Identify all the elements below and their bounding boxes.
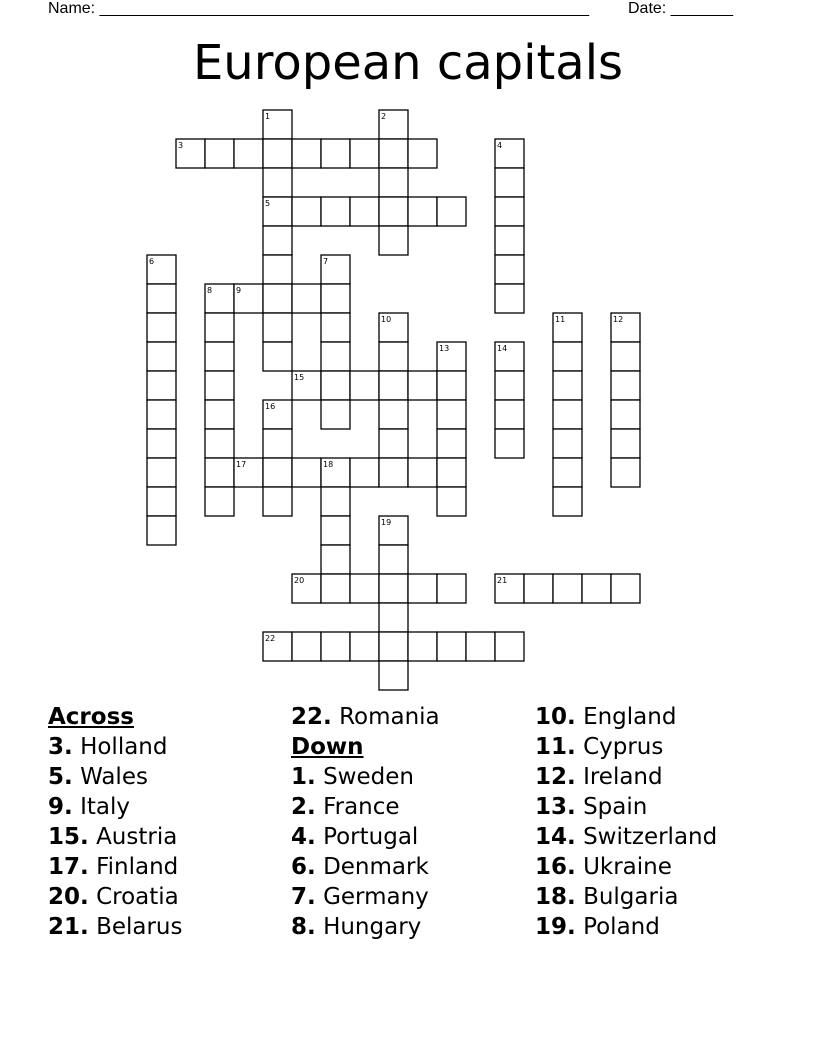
grid-cell[interactable]: [495, 429, 524, 458]
grid-cell[interactable]: [437, 371, 466, 400]
cell-number: 11: [555, 315, 566, 324]
grid-cell[interactable]: [263, 226, 292, 255]
grid-cell[interactable]: [263, 313, 292, 342]
clue-item: [535, 882, 775, 912]
grid-cell[interactable]: [263, 487, 292, 516]
grid-cell[interactable]: [263, 139, 292, 168]
grid-cell[interactable]: [408, 458, 437, 487]
grid-cell[interactable]: [205, 400, 234, 429]
grid-cell[interactable]: [582, 574, 611, 603]
date-label: Date:: [628, 0, 667, 17]
grid-cell[interactable]: [379, 603, 408, 632]
grid-cell[interactable]: [495, 197, 524, 226]
grid-cell[interactable]: [147, 458, 176, 487]
grid-cell[interactable]: [321, 197, 350, 226]
cell-number: 14: [497, 344, 508, 353]
cell-number: 19: [381, 518, 392, 527]
grid-cell[interactable]: [379, 168, 408, 197]
grid-cell[interactable]: [292, 284, 321, 313]
clue-item: [291, 912, 531, 942]
cell-number: 20: [294, 576, 305, 585]
clue-number: 6.: [291, 854, 316, 880]
grid-cell[interactable]: [553, 371, 582, 400]
name-label: Name:: [48, 0, 96, 17]
grid-cell[interactable]: [379, 400, 408, 429]
grid-cell[interactable]: [350, 371, 379, 400]
clue-text: Belarus: [96, 914, 183, 940]
clue-text: Holland: [80, 734, 168, 760]
grid-cell[interactable]: [263, 168, 292, 197]
grid-cell[interactable]: [379, 429, 408, 458]
cell-number: 4: [497, 141, 503, 150]
clue-text: Ukraine: [583, 854, 672, 880]
grid-cell[interactable]: [553, 400, 582, 429]
cell-number: 15: [294, 373, 305, 382]
grid-cell[interactable]: [234, 139, 263, 168]
grid-cell[interactable]: [379, 574, 408, 603]
grid-cell[interactable]: [147, 342, 176, 371]
clue-number: 11.: [535, 734, 576, 760]
grid-cell[interactable]: [408, 371, 437, 400]
clue-number: 7.: [291, 884, 316, 910]
grid-cell[interactable]: [321, 342, 350, 371]
grid-cell[interactable]: [321, 313, 350, 342]
grid-cell[interactable]: [379, 139, 408, 168]
across-heading: Across: [48, 704, 134, 730]
clue-item: [535, 912, 775, 942]
clue-number: 19.: [535, 914, 576, 940]
grid-cell[interactable]: [321, 545, 350, 574]
cell-number: 10: [381, 315, 392, 324]
clue-number: 17.: [48, 854, 89, 880]
down-heading: Down: [291, 734, 364, 760]
clue-item: [535, 852, 775, 882]
cell-number: 3: [178, 141, 184, 150]
grid-cell[interactable]: [147, 516, 176, 545]
clue-text: Portugal: [323, 824, 419, 850]
grid-cell[interactable]: [321, 284, 350, 313]
clue-text: Hungary: [323, 914, 422, 940]
clue-item: [291, 702, 531, 732]
cell-number: 18: [323, 460, 334, 469]
grid-cell[interactable]: [495, 168, 524, 197]
grid-cell[interactable]: [437, 400, 466, 429]
grid-cell[interactable]: [437, 574, 466, 603]
cell-number: 2: [381, 112, 387, 121]
grid-cell[interactable]: [205, 429, 234, 458]
grid-cell[interactable]: [437, 487, 466, 516]
clue-item: [48, 822, 288, 852]
clue-text: Finland: [96, 854, 179, 880]
grid-cell[interactable]: [205, 139, 234, 168]
grid-cell[interactable]: [147, 429, 176, 458]
grid-cell[interactable]: [350, 197, 379, 226]
grid-cell[interactable]: [495, 226, 524, 255]
grid-cell[interactable]: [263, 342, 292, 371]
clue-number: 4.: [291, 824, 316, 850]
grid-cell[interactable]: [495, 632, 524, 661]
grid-cell[interactable]: [611, 574, 640, 603]
grid-cell[interactable]: [321, 574, 350, 603]
clue-item: [48, 852, 288, 882]
clue-item: [48, 732, 288, 762]
clue-item: [48, 792, 288, 822]
cell-number: 17: [236, 460, 247, 469]
grid-cell[interactable]: [611, 371, 640, 400]
clue-text: Switzerland: [583, 824, 718, 850]
grid-cell[interactable]: [379, 661, 408, 690]
grid-cell[interactable]: [147, 487, 176, 516]
clue-number: 5.: [48, 764, 73, 790]
grid-cell[interactable]: [524, 574, 553, 603]
clue-column-3: [535, 702, 775, 942]
grid-cell[interactable]: [350, 139, 379, 168]
clue-text: Sweden: [323, 764, 414, 790]
cell-number: 9: [236, 286, 242, 295]
clue-number: 8.: [291, 914, 316, 940]
clue-number: 10.: [535, 704, 576, 730]
grid-cell[interactable]: [263, 255, 292, 284]
grid-cell[interactable]: [292, 458, 321, 487]
grid-cell[interactable]: [321, 632, 350, 661]
grid-cell[interactable]: [379, 197, 408, 226]
cell-number: 1: [265, 112, 271, 121]
grid-cell[interactable]: [553, 429, 582, 458]
clue-number: 18.: [535, 884, 576, 910]
grid-cell[interactable]: [437, 197, 466, 226]
cell-number: 7: [323, 257, 329, 266]
clue-text: Romania: [339, 704, 440, 730]
cell-number: 16: [265, 402, 276, 411]
grid-cell[interactable]: [321, 371, 350, 400]
clue-item: [291, 882, 531, 912]
clue-item: [291, 852, 531, 882]
clue-number: 21.: [48, 914, 89, 940]
grid-cell[interactable]: [408, 574, 437, 603]
grid-cell[interactable]: [553, 342, 582, 371]
grid-cell[interactable]: [379, 226, 408, 255]
clue-text: Croatia: [96, 884, 179, 910]
grid-cell[interactable]: [408, 632, 437, 661]
cell-number: 12: [613, 315, 624, 324]
grid-cell[interactable]: [321, 516, 350, 545]
clue-number: 12.: [535, 764, 576, 790]
clue-item: [535, 732, 775, 762]
clue-text: France: [323, 794, 400, 820]
grid-cell[interactable]: [147, 371, 176, 400]
clue-text: Ireland: [583, 764, 663, 790]
grid-cell[interactable]: [379, 342, 408, 371]
grid-cell[interactable]: [495, 400, 524, 429]
clue-item: [48, 912, 288, 942]
grid-cell[interactable]: [350, 458, 379, 487]
grid-cell[interactable]: [205, 313, 234, 342]
grid-cell[interactable]: [495, 255, 524, 284]
clue-text: Cyprus: [583, 734, 664, 760]
name-blank: _______________________________________________________: [99, 0, 589, 17]
grid-cell[interactable]: [611, 400, 640, 429]
grid-cell[interactable]: [350, 632, 379, 661]
grid-cell[interactable]: [321, 139, 350, 168]
cell-number: 6: [149, 257, 155, 266]
clue-text: Bulgaria: [583, 884, 679, 910]
clue-text: England: [583, 704, 677, 730]
grid-cell[interactable]: [292, 139, 321, 168]
clue-text: Italy: [80, 794, 130, 820]
grid-cell[interactable]: [379, 632, 408, 661]
grid-cell[interactable]: [466, 632, 495, 661]
clue-item: [535, 822, 775, 852]
grid-cell[interactable]: [611, 458, 640, 487]
grid-cell[interactable]: [553, 487, 582, 516]
grid-cell[interactable]: [263, 429, 292, 458]
clue-column-1: [48, 702, 288, 942]
clue-item: [291, 822, 531, 852]
grid-cell[interactable]: [263, 284, 292, 313]
cell-number: 21: [497, 576, 508, 585]
grid-cell[interactable]: [379, 545, 408, 574]
clue-number: 22.: [291, 704, 332, 730]
clue-number: 2.: [291, 794, 316, 820]
clue-item: [291, 762, 531, 792]
grid-cell[interactable]: [321, 487, 350, 516]
grid-cell[interactable]: [495, 371, 524, 400]
clue-text: Denmark: [323, 854, 429, 880]
grid-cell[interactable]: [408, 139, 437, 168]
clue-item: [291, 792, 531, 822]
grid-cell[interactable]: [147, 284, 176, 313]
cell-number: 13: [439, 344, 450, 353]
clue-number: 15.: [48, 824, 89, 850]
grid-cell[interactable]: [147, 400, 176, 429]
grid-cell[interactable]: [553, 458, 582, 487]
grid-cell[interactable]: [321, 400, 350, 429]
clue-number: 13.: [535, 794, 576, 820]
clue-text: Austria: [96, 824, 178, 850]
clue-text: Spain: [583, 794, 648, 820]
clue-number: 14.: [535, 824, 576, 850]
grid-cell[interactable]: [379, 458, 408, 487]
grid-cell[interactable]: [437, 632, 466, 661]
grid-cell[interactable]: [263, 458, 292, 487]
grid-cell[interactable]: [408, 197, 437, 226]
grid-cell[interactable]: [437, 429, 466, 458]
grid-cell[interactable]: [205, 458, 234, 487]
grid-cell[interactable]: [205, 487, 234, 516]
grid-cell[interactable]: [292, 632, 321, 661]
clue-text: Germany: [323, 884, 429, 910]
cell-number: 8: [207, 286, 213, 295]
page-title: European capitals: [192, 35, 624, 91]
clue-number: 16.: [535, 854, 576, 880]
clue-item: [48, 762, 288, 792]
grid-cell[interactable]: [495, 284, 524, 313]
grid-cell[interactable]: [611, 429, 640, 458]
grid-cell[interactable]: [350, 574, 379, 603]
grid-cell[interactable]: [437, 458, 466, 487]
grid-cell[interactable]: [379, 371, 408, 400]
cell-number: 22: [265, 634, 276, 643]
clue-text: Wales: [80, 764, 148, 790]
grid-cell[interactable]: [292, 197, 321, 226]
clue-number: 1.: [291, 764, 316, 790]
clue-text: Poland: [583, 914, 660, 940]
grid-cell[interactable]: [147, 313, 176, 342]
clue-number: 20.: [48, 884, 89, 910]
clue-item: [48, 882, 288, 912]
clue-item: [535, 762, 775, 792]
clue-column-2: [291, 702, 531, 942]
date-blank: _______: [670, 0, 733, 17]
grid-cell[interactable]: [205, 371, 234, 400]
grid-cell[interactable]: [553, 574, 582, 603]
grid-cell[interactable]: [205, 342, 234, 371]
clue-number: 3.: [48, 734, 73, 760]
cell-number: 5: [265, 199, 271, 208]
grid-cell[interactable]: [611, 342, 640, 371]
clue-number: 9.: [48, 794, 73, 820]
clue-item: [535, 792, 775, 822]
clue-item: [535, 702, 775, 732]
